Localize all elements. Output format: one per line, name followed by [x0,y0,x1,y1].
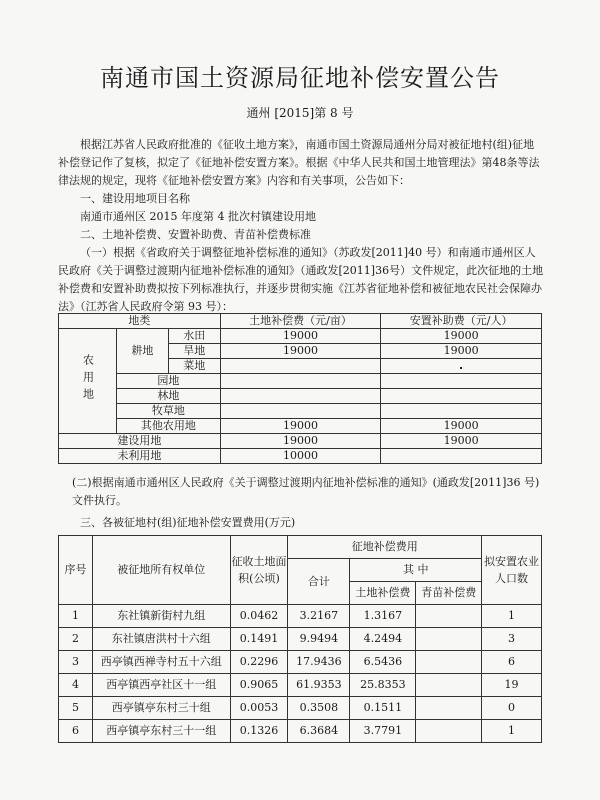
crops-fee-cell [416,697,482,720]
standards-table [58,313,542,464]
section-heading-2: 二、土地补偿费、安置补助费、青苗补偿费标准 [80,228,311,241]
area-cell: 0.0053 [230,697,288,720]
column-header: 其 中 [350,559,482,582]
table-row [59,720,542,743]
table-row [59,389,542,404]
people-cell: 1 [482,605,542,628]
table-header-row [59,536,542,559]
people-cell: 0 [482,697,542,720]
people-cell: 6 [482,651,542,674]
area-cell: 0.1326 [230,720,288,743]
column-header: 征地补偿费用 [288,536,482,559]
seq-cell: 2 [59,628,93,651]
land-fee: 19000 [220,419,381,434]
land-fee [220,389,381,404]
land-type: 菜地 [168,359,220,374]
land-fee: 10000 [220,449,381,464]
total-cell: 3.2167 [288,605,350,628]
resettle-fee: 19000 [381,344,542,359]
land-type: 未利用地 [59,449,221,464]
land-fee: 19000 [220,344,381,359]
land-fee-cell: 25.8353 [350,674,416,697]
table-row [59,404,542,419]
land-type: 其他农用地 [116,419,220,434]
seq-cell: 6 [59,720,93,743]
section-heading-3: 三、各被征地村(组)征地补偿安置费用(万元) [80,516,296,529]
resettle-fee: 19000 [381,419,542,434]
land-fee [220,374,381,389]
table-row [59,419,542,434]
crops-fee-cell [416,720,482,743]
table-row [59,651,542,674]
table-row [59,434,542,449]
column-header: 拟安置农业人口数 [482,536,542,605]
column-header: 土地补偿费（元/亩） [220,314,381,329]
resettle-fee: 19000 [381,329,542,344]
table-header-row [59,314,542,329]
resettle-fee: 19000 [381,434,542,449]
land-fee-cell: 6.5436 [350,651,416,674]
farmland-label: 农用地 [59,329,117,434]
note-paragraph: (二)根据南通市通州区人民政府《关于调整过渡期内征地补偿标准的通知》(通政发[2011]36 号)文件执行。 [72,476,540,507]
total-cell: 17.9436 [288,651,350,674]
unit-cell: 西亭镇西亭社区十一组 [92,674,230,697]
people-cell: 19 [482,674,542,697]
unit-cell: 西亭镇亭东村三十组 [92,697,230,720]
intro-paragraph: 根据江苏省人民政府批准的《征收土地方案》，南通市国土资源局通州分局对被征地村(组)征地补偿登记作了复核，拟定了《征地补偿安置方案》。根据《中华人民共和国土地管理法》第48条等法律法规的规定，现将《征地补偿安置方案》内容和有关事项，公告如下： [58,138,540,187]
land-fee [220,359,381,374]
land-fee: 19000 [220,434,381,449]
document-number: 通州 [2015]第 8 号 [246,106,354,120]
page-title: 南通市国土资源局征地补偿安置公告 [100,64,500,92]
land-fee-cell: 0.1511 [350,697,416,720]
unit-cell: 东社镇唐洪村十六组 [92,628,230,651]
section-heading-1: 一、建设用地项目名称 [80,192,190,205]
project-name: 南通市通州区 2015 年度第 4 批次村镇建设用地 [80,210,316,223]
seq-cell: 1 [59,605,93,628]
crops-fee-cell [416,674,482,697]
table-row [59,329,542,344]
total-cell: 61.9353 [288,674,350,697]
crops-fee-cell [416,651,482,674]
land-type: 建设用地 [59,434,221,449]
total-cell: 6.3684 [288,720,350,743]
crops-fee-cell [416,628,482,651]
people-cell: 1 [482,720,542,743]
resettle-fee [381,359,542,374]
resettle-fee [381,389,542,404]
column-header: 合计 [288,559,350,605]
land-fee [220,404,381,419]
table-row [59,697,542,720]
people-cell: 3 [482,628,542,651]
land-fee-cell: 1.3167 [350,605,416,628]
total-cell: 0.3508 [288,697,350,720]
area-cell: 0.0462 [230,605,288,628]
land-type: 旱地 [168,344,220,359]
land-type: 水田 [168,329,220,344]
standards-paragraph: （一）根据《省政府关于调整征地补偿标准的通知》（苏政发[2011]40 号）和南通市通州区人民政府《关于调整过渡期内征地补偿标准的通知》（通政发[2011]36号）文件规定，此次征地的土地补偿费和安置补助费拟按下列标准执行，并逐步贯彻实施《江苏省征地补偿和被征地农民社会保障办法》（江苏省人民政府令第 93 号）： [58,246,544,313]
column-header: 地类 [59,314,221,329]
table-row [59,605,542,628]
land-fee-cell: 4.2494 [350,628,416,651]
land-type: 林地 [116,389,220,404]
column-header: 征收土地面积(公顷) [230,536,288,605]
land-type: 牧草地 [116,404,220,419]
area-cell: 0.9065 [230,674,288,697]
compensation-table [58,535,542,743]
unit-cell: 西亭镇亭东村三十一组 [92,720,230,743]
column-header: 青苗补偿费 [416,582,482,605]
crops-fee-cell [416,605,482,628]
land-fee: 19000 [220,329,381,344]
area-cell: 0.2296 [230,651,288,674]
column-header: 安置补助费（元/人） [381,314,542,329]
resettle-fee [381,374,542,389]
area-cell: 0.1491 [230,628,288,651]
resettle-fee [381,404,542,419]
land-fee-cell: 3.7791 [350,720,416,743]
table-row [59,449,542,464]
unit-cell: 西亭镇西禅寺村五十六组 [92,651,230,674]
seq-cell: 5 [59,697,93,720]
column-header: 被征地所有权单位 [92,536,230,605]
unit-cell: 东社镇新街村九组 [92,605,230,628]
column-header: 序号 [59,536,93,605]
table-row [59,374,542,389]
total-cell: 9.9494 [288,628,350,651]
column-header: 土地补偿费 [350,582,416,605]
table-row [59,628,542,651]
table-row [59,674,542,697]
land-type: 园地 [116,374,220,389]
seq-cell: 4 [59,674,93,697]
cultivated-label: 耕地 [116,329,168,374]
resettle-fee [381,449,542,464]
seq-cell: 3 [59,651,93,674]
mark-dot [460,367,462,369]
